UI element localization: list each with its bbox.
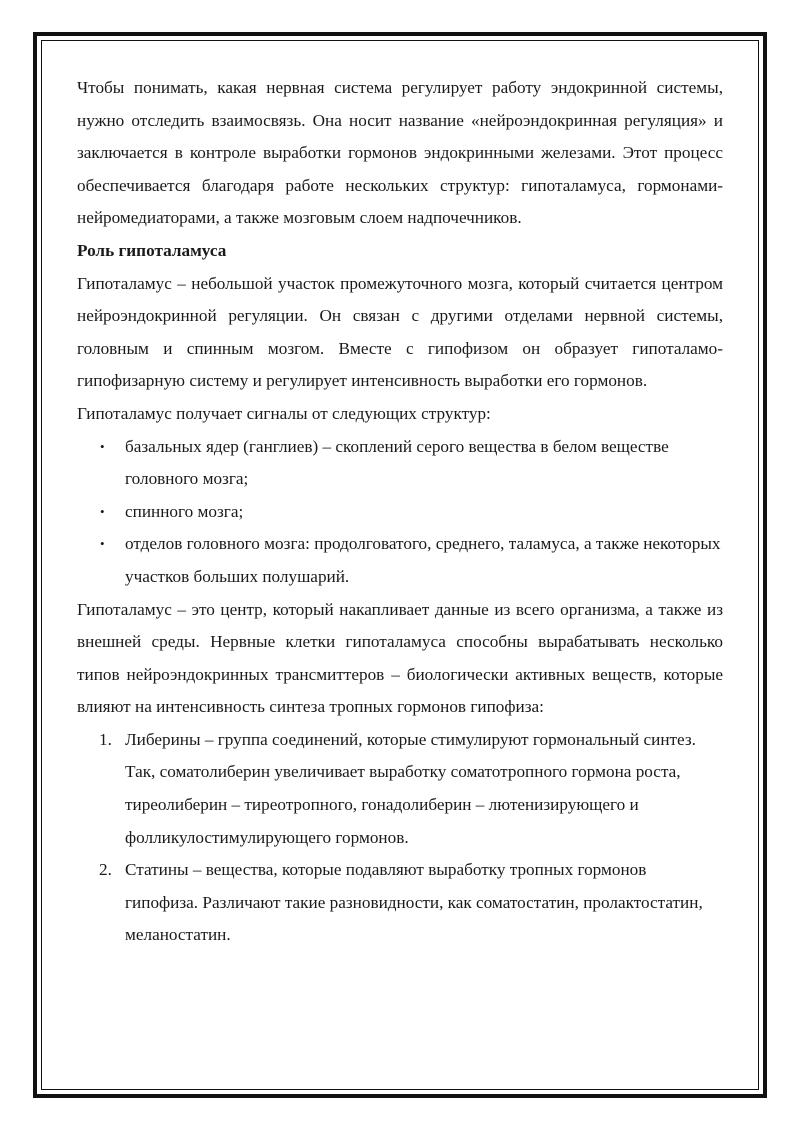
- bullet-icon: •: [100, 438, 105, 454]
- intro-paragraph: Чтобы понимать, какая нервная система регулирует работу эндокринной системы, нужно отследить взаимосвязь. Она носит название «нейроэндокринная регуляция» и заключается в контроле выработки гормонов эндокринными железами. Этот процесс обеспечивается благодаря работе нескольких структур: гипоталамуса, гормонами-нейромедиаторами, а также мозговым слоем надпочечников.: [77, 78, 723, 228]
- center-paragraph: Гипоталамус – это центр, который накапливает данные из всего организма, а также из внешней среды. Нервные клетки гипоталамуса способны вырабатывать несколько типов нейроэндокринных трансмиттеров – биологически активных веществ, которые влияют на интенсивность синтеза тропных гормонов гипофиза:: [77, 599, 723, 717]
- list-item-text: отделов головного мозга: продолговатого, среднего, таламуса, а также некоторых участков больших полушарий.: [125, 534, 721, 586]
- list-item-text: Статины – вещества, которые подавляют выработку тропных гормонов гипофиза. Различают такие разновидности, как соматостатин, пролактостатин, меланостатин.: [125, 860, 703, 945]
- list-item: [77, 854, 723, 952]
- list-item: [77, 431, 723, 496]
- list-item: [77, 496, 723, 529]
- list-item-text: спинного мозга;: [125, 501, 244, 521]
- list-item-text: базальных ядер (ганглиев) – скоплений серого вещества в белом веществе головного мозга;: [125, 436, 669, 489]
- transmitter-types-list: [77, 724, 723, 952]
- list-item: [77, 528, 723, 593]
- hypothalamus-definition-paragraph: Гипоталамус – небольшой участок промежуточного мозга, который считается центром нейроэндокринной регуляции. Он связан с другими отделами нервной системы, головным и спинным мозгом. Вместе с гипофизом он образует гипоталамо-гипофизарную систему и регулирует интенсивность выработки его гормонов.: [77, 273, 723, 391]
- bullet-icon: •: [100, 536, 105, 552]
- list-item: [77, 724, 723, 854]
- bullet-icon: •: [100, 503, 105, 519]
- signals-intro-paragraph: Гипоталамус получает сигналы от следующих структур:: [77, 403, 491, 423]
- section-heading: Роль гипоталамуса: [77, 240, 227, 260]
- list-number: 1.: [99, 729, 112, 749]
- document-body: [77, 72, 723, 952]
- list-number: 2.: [99, 860, 112, 880]
- list-item-text: Либерины – группа соединений, которые стимулируют гормональный синтез. Так, соматолиберин увеличивает выработку соматотропного гормона роста, тиреолиберин – тиреотропного, гонадолиберин – лютенизирующего и фолликулостимулирующего гормонов.: [125, 729, 696, 847]
- signal-sources-list: [77, 431, 723, 594]
